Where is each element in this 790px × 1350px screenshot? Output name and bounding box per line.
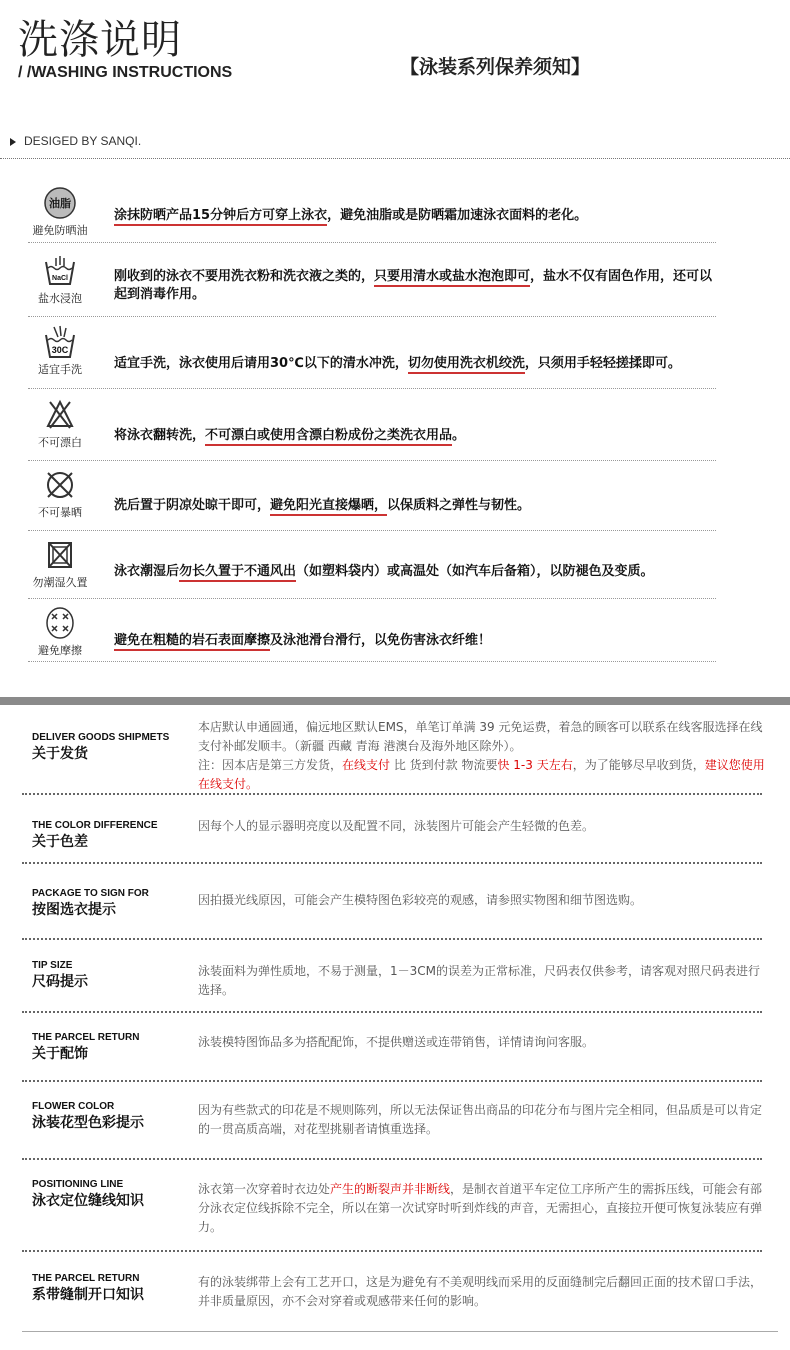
info-heading-en: THE PARCEL RETURN — [32, 1032, 140, 1043]
info-heading-en: FLOWER COLOR — [32, 1101, 115, 1112]
care-text-part: （如塑料袋内）或高温处（如汽车后备箱），以防褪色及变质。 — [296, 564, 654, 579]
info-body — [198, 1180, 770, 1237]
info-divider — [22, 862, 762, 864]
designed-by-text: DESIGED BY SANQI. — [24, 134, 142, 148]
care-text-part: ，只须用手轻轻搓揉即可。 — [524, 356, 681, 371]
info-divider — [22, 1158, 762, 1160]
info-body-text: 泳装模特图饰品多为搭配配饰，不提供赠送或连带销售，详情请询问客服。 — [198, 1035, 595, 1049]
care-text-part: 及泳池滑台滑行，以免伤害泳衣纤维！ — [270, 633, 492, 648]
no-abrasion-icon — [28, 606, 92, 658]
info-heading-en: THE PARCEL RETURN — [32, 1273, 140, 1284]
care-divider — [28, 388, 716, 389]
info-body-text: 有的泳装绑带上会有工艺开口，这是为避免有不美观明线而采用的反面缝制完后翻回正面的技术留口手法，并非质量原因，亦不会对穿着或观感带来任何的影响。 — [198, 1275, 763, 1308]
info-heading-cn: 按图选衣提示 — [32, 902, 116, 918]
info-body-text: 本店默认申通圆通，偏远地区默认EMS，单笔订单满 39 元免运费，着急的顾客可以联系在线客服选择在线支付补邮发顺丰。（新疆 西藏 青海 港澳台及海外地区除外）。 — [198, 720, 763, 753]
care-text-highlight: 切勿使用洗衣机绞洗 — [408, 356, 525, 374]
no-oil-icon — [28, 186, 92, 238]
info-divider — [22, 1080, 762, 1082]
care-divider — [28, 530, 716, 531]
info-heading-en: POSITIONING LINE — [32, 1179, 124, 1190]
info-body-highlight: 在线支付 — [342, 758, 391, 772]
care-text-part: 将泳衣翻转洗， — [114, 428, 206, 443]
info-body-highlight: 产生的断裂声并非断线 — [330, 1182, 451, 1196]
care-text-highlight: 涂抹防晒产品15分钟后方可穿上泳衣 — [114, 208, 327, 226]
info-body — [198, 1101, 770, 1139]
info-heading-cn: 泳装花型色彩提示 — [32, 1115, 144, 1131]
icon-text: NaCl — [52, 275, 68, 282]
care-text-part: 刚收到的泳衣不要用洗衣粉和洗衣液之类的， — [114, 269, 375, 284]
info-body-text: 泳装面料为弹性质地，不易于测量，1－3CM的误差为正常标准，尺码表仅供参考，请客观对照尺码表进行选择。 — [198, 964, 761, 997]
care-text-highlight: 只要用清水或盐水泡泡即可 — [374, 269, 530, 287]
info-heading-cn: 系带缝制开口知识 — [32, 1287, 144, 1303]
info-body — [198, 1033, 770, 1052]
info-heading-cn: 关于发货 — [32, 746, 88, 762]
care-text — [114, 207, 714, 225]
info-heading-en: PACKAGE TO SIGN FOR — [32, 888, 149, 899]
info-divider — [22, 1250, 762, 1252]
icon-text: 油脂 — [49, 198, 71, 210]
care-text — [114, 427, 714, 445]
info-heading-en: TIP SIZE — [32, 960, 73, 971]
info-heading-en: THE COLOR DIFFERENCE — [32, 820, 158, 831]
info-heading-cn: 泳衣定位缝线知识 — [32, 1193, 144, 1209]
info-body — [198, 1273, 770, 1311]
info-divider — [22, 938, 762, 940]
info-divider — [22, 793, 762, 795]
info-body-highlight: 建议您使用在线支付。 — [198, 758, 765, 791]
care-text — [114, 268, 714, 304]
care-text-part: 适宜手洗，泳衣使用后请用30℃以下的清水冲洗， — [114, 356, 408, 371]
info-body — [198, 891, 770, 910]
care-text-part: 洗后置于阴凉处晾干即可， — [114, 498, 271, 513]
info-body-text: 泳衣第一次穿着时衣边处 — [198, 1182, 331, 1196]
info-body-text: 注：因本店是第三方发货， — [198, 758, 343, 772]
info-body-text: 因拍摄光线原因，可能会产生模特图色彩较亮的观感，请参照实物图和细节图选购。 — [198, 893, 643, 907]
section-band — [0, 697, 790, 705]
info-body-text: ，是制衣首道平车定位工序所产生的需拆压线，可能会有部分泳衣定位线拆除不完全，所以在第一次试穿时听到炸线的声音，无需担心，直接拉开便可恢复泳装应有弹力。 — [198, 1182, 763, 1234]
hand-wash-30c-icon — [28, 325, 92, 377]
info-heading-cn: 关于配饰 — [32, 1046, 88, 1062]
info-body — [198, 817, 770, 836]
arrow-right-icon — [10, 138, 16, 146]
info-heading-cn: 关于色差 — [32, 834, 88, 850]
care-icon-label: 不可暴晒 — [38, 506, 82, 519]
section-subtitle: 【泳装系列保养须知】 — [400, 56, 591, 78]
care-icon-label: 避免摩擦 — [38, 644, 82, 657]
care-text — [114, 355, 714, 373]
divider — [0, 158, 790, 159]
care-text-part: ，避免油脂或是防晒霜加速泳衣面料的老化。 — [327, 208, 588, 223]
care-icon-label: 盐水浸泡 — [38, 292, 82, 305]
care-icon-label: 避免防晒油 — [32, 224, 88, 237]
care-icon-label: 勿潮湿久置 — [32, 576, 88, 589]
care-text-part: 。 — [452, 428, 466, 443]
care-text — [114, 632, 714, 650]
info-body-text: ，为了能够尽早收到货， — [572, 758, 705, 772]
care-icon-label: 适宜手洗 — [38, 363, 82, 376]
divider — [22, 1331, 778, 1332]
no-damp-storage-icon — [28, 538, 92, 590]
care-divider — [28, 242, 716, 243]
no-sun-dry-icon — [28, 468, 92, 520]
info-divider — [22, 1011, 762, 1013]
care-text-highlight: 避免阳光直接爆晒， — [270, 498, 387, 516]
care-text-highlight: 勿长久置于不通风出 — [179, 564, 296, 582]
care-text — [114, 497, 714, 515]
care-divider — [28, 316, 716, 317]
info-body — [198, 718, 770, 794]
icon-text: 30C — [51, 345, 69, 355]
salt-water-soak-icon — [28, 254, 92, 306]
care-text-part: ，盐水不仅有固色作用，还可以起到消毒作用。 — [114, 269, 713, 302]
care-icon-label: 不可漂白 — [38, 436, 82, 449]
info-heading-cn: 尺码提示 — [32, 974, 88, 990]
info-body-text: 比 货到付款 物流要 — [390, 758, 498, 772]
info-body — [198, 962, 770, 1000]
care-text-part: 泳衣潮湿后 — [114, 564, 180, 579]
info-body-text: 因每个人的显示器明亮度以及配置不同，泳装图片可能会产生轻微的色差。 — [198, 819, 595, 833]
page-title-cn: 洗涤说明 — [18, 17, 182, 63]
care-text-highlight: 避免在粗糙的岩石表面摩擦 — [114, 633, 270, 651]
care-divider — [28, 598, 716, 599]
info-heading-en: DELIVER GOODS SHIPMETS — [32, 732, 170, 743]
info-body-highlight: 快 1-3 天左右 — [497, 758, 573, 772]
care-divider — [28, 460, 716, 461]
care-divider — [28, 661, 716, 662]
care-text-highlight: 不可漂白或使用含漂白粉成份之类洗衣用品 — [205, 428, 452, 446]
care-text — [114, 563, 714, 581]
page-title-en: / /WASHING INSTRUCTIONS — [18, 64, 233, 81]
designed-by — [10, 134, 141, 148]
care-text-part: 以保质料之弹性与韧性。 — [387, 498, 531, 513]
no-bleach-icon — [28, 398, 92, 450]
info-body-text: 因为有些款式的印花是不规则陈列，所以无法保证售出商品的印花分布与图片完全相同，但品质是可以肯定的一贯高质高端，对花型挑剔者请慎重选择。 — [198, 1103, 763, 1136]
